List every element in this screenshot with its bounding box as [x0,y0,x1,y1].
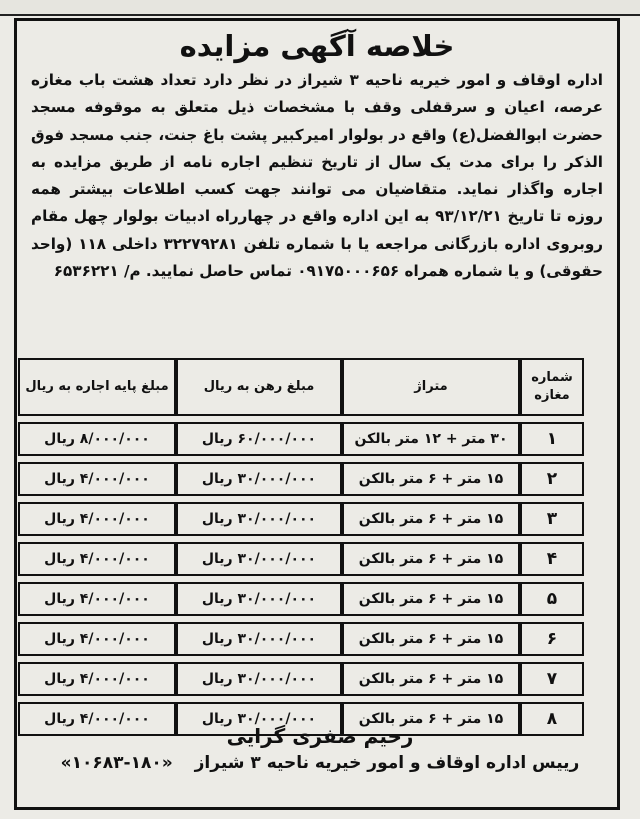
area-cell: ۱۵ متر + ۶ متر بالکن [342,502,520,536]
deposit-cell: ۳۰/۰۰۰/۰۰۰ ریال [176,462,342,496]
table-header-row [18,358,584,416]
table-row [18,622,584,656]
header-deposit: مبلغ رهن به ریال [176,358,342,416]
signatory-block [0,753,640,773]
rent-cell: ۴/۰۰۰/۰۰۰ ریال [18,542,176,576]
shop-no-cell: ۴ [520,542,584,576]
table-row [18,542,584,576]
shops-table [18,352,584,742]
newsprint-top-strip [0,0,640,16]
header-shop-no: شماره مغازه [520,358,584,416]
shop-no-cell: ۷ [520,662,584,696]
deposit-cell: ۳۰/۰۰۰/۰۰۰ ریال [176,582,342,616]
deposit-cell: ۳۰/۰۰۰/۰۰۰ ریال [176,542,342,576]
rent-cell: ۴/۰۰۰/۰۰۰ ریال [18,702,176,736]
shop-no-cell: ۶ [520,622,584,656]
header-area: متراژ [342,358,520,416]
area-cell: ۱۵ متر + ۶ متر بالکن [342,622,520,656]
shop-no-cell: ۵ [520,582,584,616]
area-cell: ۱۵ متر + ۶ متر بالکن [342,582,520,616]
area-cell: ۱۵ متر + ۶ متر بالکن [342,542,520,576]
rent-cell: ۴/۰۰۰/۰۰۰ ریال [18,462,176,496]
area-cell: ۱۵ متر + ۶ متر بالکن [342,662,520,696]
table-row [18,462,584,496]
rent-cell: ۴/۰۰۰/۰۰۰ ریال [18,502,176,536]
table-row [18,502,584,536]
deposit-cell: ۳۰/۰۰۰/۰۰۰ ریال [176,662,342,696]
deposit-cell: ۳۰/۰۰۰/۰۰۰ ریال [176,702,342,736]
shop-no-cell: ۸ [520,702,584,736]
notice-title: خلاصه آگهی مزایده [179,29,455,63]
area-cell: ۱۵ متر + ۶ متر بالکن [342,702,520,736]
notice-body: اداره اوقاف و امور خیریه ناحیه ۳ شیراز در نظر دارد تعداد هشت باب مغازه عرصه، اعیان و سرقفلی وقف با مشخصات ذیل متعلق به موقوفه مسجد حضرت ابوالفضل(ع) واقع در بولوار امیرکبیر پشت باغ جنت، جنب مسجد فوق الذکر را برای مدت یک سال از تاریخ تنظیم اجاره نامه از طریق مزایده به اجاره واگذار نماید. متقاضیان می توانند جهت کسب اطلاعات بیشتر همه روزه تا تاریخ ۹۳/۱۲/۲۱ به این اداره واقع در چهارراه ادبیات بولوار چهل مقام روبروی اداره بازرگانی مراجعه یا با شماره تلفن ۳۲۲۷۹۲۸۱ داخلی ۱۱۸ (واحد حقوقی) و یا شماره همراه ۰۹۱۷۵۰۰۰۶۵۶ تماس حاصل نمایید. م/ ۶۵۳۶۲۲۱ [31,71,604,281]
shop-no-cell: ۳ [520,502,584,536]
signatory-name: رحیم صفری گرایی [226,724,414,748]
deposit-cell: ۶۰/۰۰۰/۰۰۰ ریال [176,422,342,456]
shop-no-cell: ۲ [520,462,584,496]
table-row [18,422,584,456]
area-cell: ۳۰ متر + ۱۲ متر بالکن [342,422,520,456]
header-rent: مبلغ پایه اجاره به ریال [18,358,176,416]
rent-cell: ۴/۰۰۰/۰۰۰ ریال [18,662,176,696]
deposit-cell: ۳۰/۰۰۰/۰۰۰ ریال [176,622,342,656]
table-row [18,582,584,616]
shop-no-cell: ۱ [520,422,584,456]
rent-cell: ۴/۰۰۰/۰۰۰ ریال [18,622,176,656]
rent-cell: ۸/۰۰۰/۰۰۰ ریال [18,422,176,456]
rent-cell: ۴/۰۰۰/۰۰۰ ریال [18,582,176,616]
area-cell: ۱۵ متر + ۶ متر بالکن [342,462,520,496]
deposit-cell: ۳۰/۰۰۰/۰۰۰ ریال [176,502,342,536]
signatory-title: رییس اداره اوقاف و امور خیریه ناحیه ۳ شیراز [194,753,580,773]
notice-code: «۱۸۰-۱۰۶۸۳» [60,753,173,773]
table-row [18,662,584,696]
